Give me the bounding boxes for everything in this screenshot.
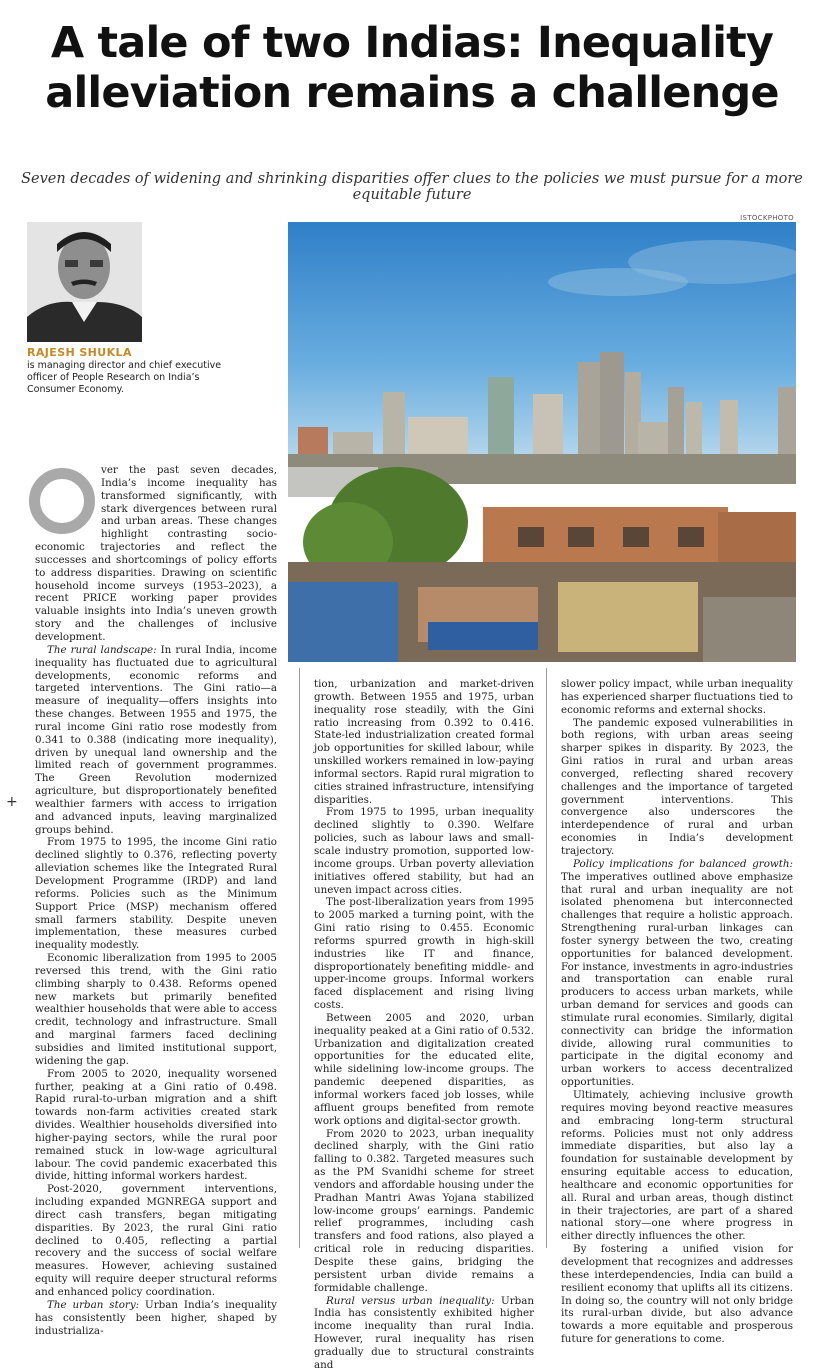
subhead-rural-vs-urban: Rural versus urban inequality: [326, 1294, 495, 1307]
paragraph: The pandemic exposed vulnerabilities in both regions, with urban areas seeing sharper spikes in disparity. By 2023, the Gini ratios in rural and urban areas converged, reflecting shared recovery challenges and the importance of targeted government interventions. This convergence also underscores the interdependence of rural and urban economies in India’s development trajectory. [561, 716, 793, 857]
paragraph: From 1975 to 1995, urban inequality declined slightly to 0.390. Welfare policies, such as labour laws and small-scale industry promotion, supported low-income groups. Urban poverty alleviation initiatives offered stability, but had an uneven impact across cities. [314, 806, 534, 896]
paragraph: From 2020 to 2023, urban inequality declined sharply, with the Gini ratio falling to 0.382. Targeted measures such as the PM Svanidhi scheme for street vendors and affordable housing under the Pradhan Mantri Awas Yojana stabilized low-income groups’ earnings. Pandemic relief programmes, including cash transfers and food rations, also played a critical role in reducing disparities. Despite these gains, bridging the persistent urban divide remains a formidable challenge. [314, 1127, 534, 1294]
headline-line-2: alleviation remains a challenge [45, 68, 779, 118]
article-column-3 [561, 678, 793, 1346]
author-portrait [27, 222, 142, 342]
paragraph: The urban story: Urban India’s inequality has consistently been higher, shaped by industrializa- [35, 1298, 277, 1337]
column-rule [299, 668, 300, 1248]
headline [20, 18, 804, 118]
paragraph: From 1975 to 1995, the income Gini ratio declined slightly to 0.376, reflecting poverty alleviation schemes like the Integrated Rural Development Programme (IRDP) and land reforms. Policies such as the Minimum Support Price (MSP) mechanism offered small farmers stability. Despite uneven implementation, these measures curbed inequality modestly. [35, 836, 277, 952]
paragraph: slower policy impact, while urban inequality has experienced sharper fluctuations tied to economic reforms and external shocks. [561, 678, 793, 716]
registration-mark: + [6, 794, 18, 810]
author-photo [27, 222, 142, 342]
paragraph: Post-2020, government interventions, including expanded MGNREGA support and direct cash transfers, began mitigating disparities. By 2023, the rural Gini ratio declined to 0.405, reflecting a partial recovery and the success of social welfare measures. However, achieving sustained equity will require deeper structural reforms and enhanced policy coordination. [35, 1183, 277, 1298]
paragraph: Economic liberalization from 1995 to 2005 reversed this trend, with the Gini ratio climbing sharply to 0.438. Reforms opened new markets but primarily benefited wealthier households that were able to access credit, technology and infrastructure. Small and marginal farmers faced declining subsidies and limited institutional support, widening the gap. [35, 952, 277, 1067]
subhead-urban: The urban story: [47, 1298, 140, 1311]
author-bio: is managing director and chief executive officer of People Research on India’s Consumer Economy. [27, 360, 222, 395]
dek: Seven decades of widening and shrinking disparities offer clues to the policies we must pursue for a more equitable future [21, 171, 803, 203]
paragraph: Between 2005 and 2020, urban inequality peaked at a Gini ratio of 0.532. Urbanization and digitalization created opportunities for the educated elite, while sidelining low-income groups. The pandemic deepened disparities, as informal workers faced job losses, while affluent groups benefited from remote work options and digital-sector growth. [314, 1011, 534, 1127]
article-column-1 [35, 464, 277, 1337]
author-name: RAJESH SHUKLA [27, 346, 132, 359]
drop-cap [29, 468, 95, 534]
headline-line-1: A tale of two Indias: Inequality [50, 18, 774, 68]
article-column-2 [314, 678, 534, 1372]
photo-credit: ISTOCKPHOTO [740, 214, 794, 222]
paragraph: tion, urbanization and market-driven growth. Between 1955 and 1975, urban inequality rose steadily, with the Gini ratio increasing from 0.392 to 0.416. State-led industrialization created formal job opportunities for skilled labour, while unskilled workers remained in low-paying informal sectors. Rapid rural migration to cities strained infrastructure, intensifying disparities. [314, 678, 534, 806]
paragraph: From 2005 to 2020, inequality worsened further, peaking at a Gini ratio of 0.498. Rapid rural-to-urban migration and a shift towards non-farm activities created stark divides. Wealthier households diversified into higher-paying sectors, while the rural poor remained stuck in low-wage agricultural labour. The covid pandemic exacerbated this divide, hitting informal workers hardest. [35, 1067, 277, 1183]
paragraph: ver the past seven decades, India’s income inequality has transformed significantly, with stark divergences between rural and urban areas. These changes highlight contrasting socio-economic trajectories and reflect the successes and shortcomings of policy efforts to address disparities. Drawing on scientific household income surveys (1953–2023), a recent PRICE working paper provides valuable insights into India’s uneven growth story and the challenges of inclusive development. [35, 464, 277, 643]
paragraph: Policy implications for balanced growth: The imperatives outlined above emphasize that rural and urban inequality are not isolated phenomena but interconnected challenges that require a holistic approach. Strengthening rural-urban linkages can foster synergy between the two, creating opportunities for balanced development. For instance, investments in agro-industries and transportation can enable rural producers to access urban markets, while urban demand for services and goods can stimulate rural economies. Similarly, digital connectivity can bridge the information divide, allowing rural communities to participate in the digital economy and urban workers to access decentralized opportunities. [561, 857, 793, 1089]
paragraph: The rural landscape: In rural India, income inequality has fluctuated due to agricultural developments, economic reforms and targeted interventions. The Gini ratio—a measure of inequality—offers insights into these changes. Between 1955 and 1975, the rural income Gini ratio rose modestly from 0.341 to 0.388 (indicating more inequality), driven by unequal land ownership and the limited reach of government programmes. The Green Revolution modernized agriculture, but disproportionately benefited wealthier farmers with access to irrigation and advanced inputs, leaving marginalized groups behind. [35, 643, 278, 836]
column-rule [546, 668, 547, 1248]
city-photo [288, 222, 796, 662]
paragraph: Ultimately, achieving inclusive growth requires moving beyond reactive measures and embracing long-term structural reforms. Policies must not only address immediate disparities, but also lay a foundation for sustainable development by ensuring equitable access to education, healthcare and economic opportunities for all. Rural and urban areas, though distinct in their trajectories, are part of a shared national story—one where progress in either directly influences the other. [561, 1089, 793, 1243]
subhead-policy: Policy implications for balanced growth: [573, 857, 793, 870]
subhead-rural: The rural landscape: [47, 643, 157, 656]
city-skyline-slum-illustration [288, 222, 796, 662]
paragraph: The post-liberalization years from 1995 to 2005 marked a turning point, with the Gini ratio rising to 0.455. Economic reforms spurred growth in high-skill industries like IT and finance, disproportionately benefiting middle- and upper-income groups. Informal workers faced displacement and rising living costs. [314, 896, 534, 1012]
paragraph: Rural versus urban inequality: Urban India has consistently exhibited higher income inequality than rural India. However, rural inequality has risen gradually due to structural constraints and [314, 1294, 534, 1371]
paragraph: By fostering a unified vision for development that recognizes and addresses these interdependencies, India can build a resilient economy that uplifts all its citizens. In doing so, the country will not only bridge its rural-urban divide, but also advance towards a more equitable and prosperous future for generations to come. [561, 1243, 793, 1346]
